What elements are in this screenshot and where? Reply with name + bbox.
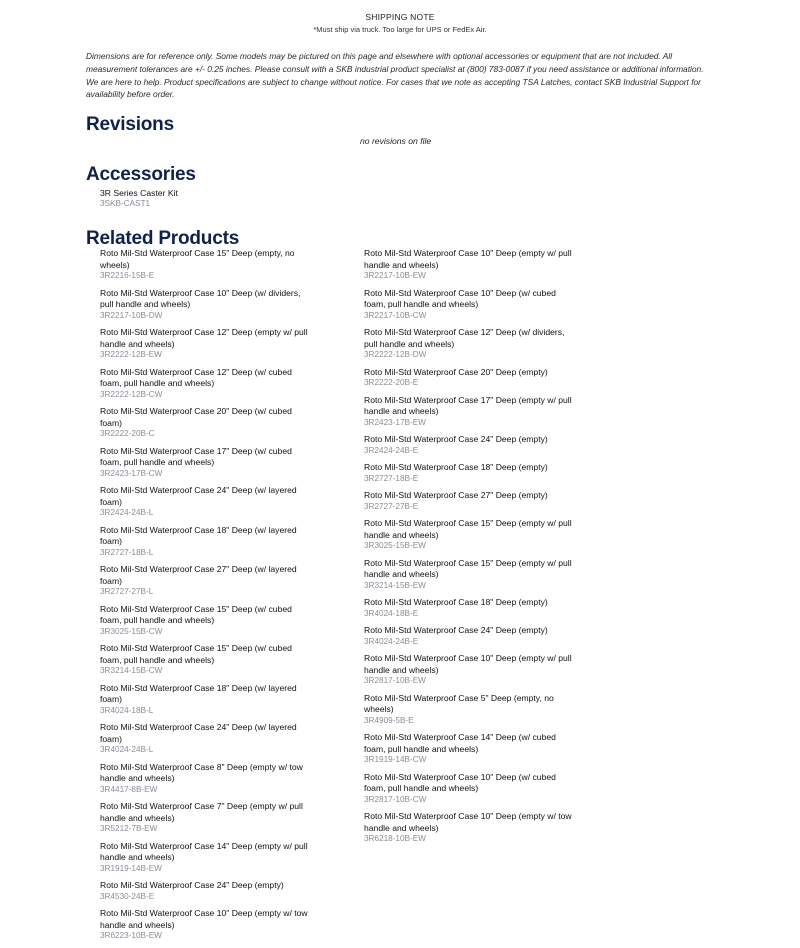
related-product-name: Roto Mil-Std Waterproof Case 14" Deep (empty w/ pull handle and wheels) [100,840,308,863]
related-product-name: Roto Mil-Std Waterproof Case 7" Deep (empty w/ pull handle and wheels) [100,801,303,823]
related-product-item[interactable] [364,558,574,592]
related-products-columns [86,248,726,948]
related-product-sku: 3R2817-10B-EW [364,676,426,686]
related-product-item[interactable] [100,722,310,756]
related-product-sku: 3R3214-15B-EW [364,580,426,590]
related-product-item[interactable] [100,525,310,559]
related-product-item[interactable] [100,604,310,638]
related-product-name: Roto Mil-Std Waterproof Case 15" Deep (empty, no wheels) [100,248,295,270]
shipping-note-block [0,0,800,34]
related-product-name: Roto Mil-Std Waterproof Case 24" Deep (empty) [100,880,284,891]
revisions-heading: Revisions [86,114,174,135]
related-product-item[interactable] [364,597,574,620]
related-product-name: Roto Mil-Std Waterproof Case 12" Deep (w/ dividers, pull handle and wheels) [364,327,565,349]
related-product-name: Roto Mil-Std Waterproof Case 10" Deep (empty w/ pull handle and wheels) [364,653,572,675]
revisions-empty-note: no revisions on file [360,136,432,146]
related-product-item[interactable] [364,462,574,485]
related-product-sku: 3R3025-15B-CW [100,626,163,636]
related-product-sku: 3R2222-20B-E [364,378,419,388]
disclaimer-text: Dimensions are for reference only. Some models may be pictured on this page and elsewhere with optional accessories or equipment that are not included. All measurement tolerances are +/- 0.25 inches. Please consult with a SKB industrial product specialist at (800) 783-0087 if you need assistance or additional information. We are here to help. Product specifications are subject to change without notice. For cases that we note as accepting TSA Latches, contact SKB Industrial Support for availability before order. [86,51,704,100]
related-product-sku: 3R6223-10B-EW [100,931,162,941]
related-product-item[interactable] [364,395,574,429]
related-product-item[interactable] [364,653,574,687]
related-product-sku: 3R4417-8B-EW [100,784,158,794]
related-product-name: Roto Mil-Std Waterproof Case 20" Deep (empty) [364,366,548,377]
accessory-name: 3R Series Caster Kit [100,188,178,198]
related-product-item[interactable] [364,732,574,766]
related-product-item[interactable] [100,327,310,361]
related-product-sku: 3R2727-18B-L [100,547,154,557]
related-product-sku: 3R2423-17B-CW [100,468,163,478]
related-product-name: Roto Mil-Std Waterproof Case 10" Deep (w/ cubed foam, pull handle and wheels) [364,771,556,794]
related-product-item[interactable] [100,367,310,401]
related-product-name: Roto Mil-Std Waterproof Case 10" Deep (empty w/ tow handle and wheels) [100,908,308,930]
related-products-column-right [364,248,574,948]
related-product-item[interactable] [364,518,574,552]
related-product-name: Roto Mil-Std Waterproof Case 5" Deep (empty, no wheels) [364,692,554,715]
related-product-name: Roto Mil-Std Waterproof Case 15" Deep (w/ cubed foam, pull handle and wheels) [100,603,292,626]
accessory-sku: 3SKB-CAST1 [100,199,151,209]
related-product-sku: 3R2727-27B-E [364,501,419,511]
related-product-name: Roto Mil-Std Waterproof Case 15" Deep (w/ cubed foam, pull handle and wheels) [100,643,292,665]
related-product-name: Roto Mil-Std Waterproof Case 15" Deep (empty w/ pull handle and wheels) [364,518,572,540]
accessories-heading: Accessories [86,164,196,185]
related-product-name: Roto Mil-Std Waterproof Case 14" Deep (w/ cubed foam, pull handle and wheels) [364,732,556,754]
related-product-sku: 3R2216-15B-E [100,271,155,281]
related-product-sku: 3R4909-5B-E [364,715,414,725]
related-product-sku: 3R2817-10B-CW [364,794,427,804]
related-product-item[interactable] [100,485,310,519]
related-product-name: Roto Mil-Std Waterproof Case 12" Deep (empty w/ pull handle and wheels) [100,327,308,349]
related-product-sku: 3R2217-10B-CW [364,310,427,320]
related-product-name: Roto Mil-Std Waterproof Case 10" Deep (w/ dividers, pull handle and wheels) [100,287,301,310]
related-product-sku: 3R5212-7B-EW [100,824,158,834]
related-product-item[interactable] [100,908,310,942]
related-product-item[interactable] [364,693,574,727]
related-product-name: Roto Mil-Std Waterproof Case 24" Deep (empty) [364,625,548,636]
related-product-item[interactable] [364,490,574,513]
related-product-name: Roto Mil-Std Waterproof Case 8" Deep (empty w/ tow handle and wheels) [100,761,303,784]
related-product-sku: 3R4024-18B-E [364,608,419,618]
related-product-sku: 3R2424-24B-L [100,508,154,518]
related-product-name: Roto Mil-Std Waterproof Case 24" Deep (w/ layered foam) [100,485,297,507]
related-product-name: Roto Mil-Std Waterproof Case 18" Deep (empty) [364,462,548,473]
related-product-item[interactable] [100,643,310,677]
related-product-name: Roto Mil-Std Waterproof Case 18" Deep (w/ layered foam) [100,524,297,547]
related-product-item[interactable] [100,801,310,835]
related-product-sku: 3R2222-20B-C [100,429,155,439]
shipping-note-subtitle: *Must ship via truck. Too large for UPS or FedEx Air. [313,25,487,34]
related-product-sku: 3R2217-10B-DW [100,310,163,320]
related-product-name: Roto Mil-Std Waterproof Case 27" Deep (w/ layered foam) [100,564,297,586]
related-product-item[interactable] [100,841,310,875]
related-product-item[interactable] [100,446,310,480]
related-product-sku: 3R6218-10B-EW [364,834,426,844]
accessory-item[interactable] [100,188,400,210]
related-product-name: Roto Mil-Std Waterproof Case 27" Deep (empty) [364,490,548,501]
related-product-item[interactable] [100,683,310,717]
related-product-name: Roto Mil-Std Waterproof Case 20" Deep (w/ cubed foam) [100,406,292,428]
related-product-sku: 3R3025-15B-EW [364,541,426,551]
related-product-sku: 3R1919-14B-CW [364,755,427,765]
related-product-item[interactable] [364,327,574,361]
shipping-note-title: SHIPPING NOTE [365,12,435,22]
related-product-sku: 3R4024-24B-L [100,745,154,755]
related-product-item[interactable] [100,762,310,796]
related-product-name: Roto Mil-Std Waterproof Case 10" Deep (w/ cubed foam, pull handle and wheels) [364,287,556,310]
related-product-item[interactable] [364,248,574,282]
related-product-sku: 3R2222-12B-CW [100,389,163,399]
related-product-sku: 3R4024-24B-E [364,636,419,646]
related-product-sku: 3R4530-24B-E [100,891,155,901]
related-product-name: Roto Mil-Std Waterproof Case 24" Deep (w/ layered foam) [100,722,297,744]
related-product-name: Roto Mil-Std Waterproof Case 17" Deep (w/ cubed foam, pull handle and wheels) [100,445,292,468]
related-product-item[interactable] [364,434,574,457]
related-product-sku: 3R2222-12B-EW [100,350,162,360]
related-product-sku: 3R1919-14B-EW [100,863,162,873]
related-product-item[interactable] [364,772,574,806]
related-product-item[interactable] [100,564,310,598]
related-product-sku: 3R2424-24B-E [364,445,419,455]
related-product-sku: 3R2423-17B-EW [364,417,426,427]
related-product-sku: 3R2727-18B-E [364,473,419,483]
related-products-column-left [100,248,310,948]
related-product-sku: 3R2727-27B-L [100,587,154,597]
related-product-name: Roto Mil-Std Waterproof Case 15" Deep (empty w/ pull handle and wheels) [364,557,572,580]
related-product-name: Roto Mil-Std Waterproof Case 17" Deep (empty w/ pull handle and wheels) [364,394,572,417]
related-product-name: Roto Mil-Std Waterproof Case 10" Deep (empty w/ tow handle and wheels) [364,811,572,833]
related-product-sku: 3R3214-15B-CW [100,666,163,676]
related-product-item[interactable] [100,406,310,440]
related-product-sku: 3R2217-10B-EW [364,271,426,281]
related-product-item[interactable] [364,811,574,845]
related-product-item[interactable] [364,625,574,648]
related-product-sku: 3R2222-12B-DW [364,350,427,360]
related-product-name: Roto Mil-Std Waterproof Case 12" Deep (w/ cubed foam, pull handle and wheels) [100,366,292,389]
related-product-name: Roto Mil-Std Waterproof Case 18" Deep (w/ layered foam) [100,682,297,705]
related-product-item[interactable] [364,288,574,322]
related-product-name: Roto Mil-Std Waterproof Case 10" Deep (empty w/ pull handle and wheels) [364,248,572,270]
related-product-item[interactable] [364,367,574,390]
related-products-heading: Related Products [86,228,240,249]
related-product-item[interactable] [100,288,310,322]
related-product-item[interactable] [100,880,310,903]
related-product-name: Roto Mil-Std Waterproof Case 24" Deep (empty) [364,434,548,445]
related-product-sku: 3R4024-18B-L [100,705,154,715]
related-product-name: Roto Mil-Std Waterproof Case 18" Deep (empty) [364,597,548,608]
related-product-item[interactable] [100,248,310,282]
